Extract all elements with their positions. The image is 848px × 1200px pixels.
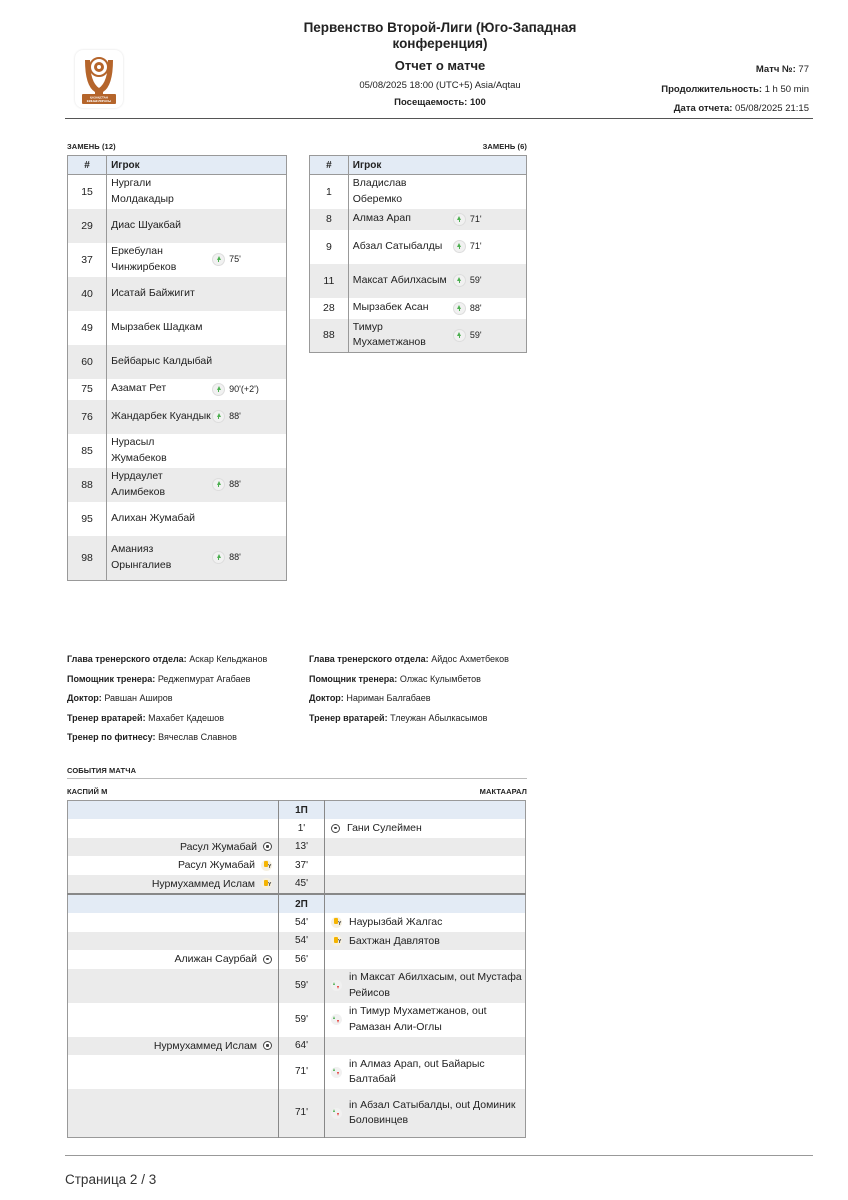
staff-role: Тренер вратарей: [67, 712, 146, 723]
event-minute: 59' [279, 969, 325, 1003]
report-date-label: Дата отчета: [673, 103, 733, 114]
staff-entry [309, 689, 509, 709]
half-header-left [68, 801, 279, 820]
event-minute: 13' [279, 838, 325, 857]
away-event [325, 913, 526, 932]
event-minute: 37' [279, 856, 325, 875]
home-subs-header [68, 156, 287, 175]
staff-name: Айдос Ахметбеков [431, 654, 509, 664]
player-row [68, 277, 287, 311]
sub-in-minute: 75' [229, 253, 241, 264]
player-number: 76 [68, 400, 107, 434]
sub-in-icon [212, 551, 225, 564]
player-row [68, 468, 287, 502]
away-event [325, 1037, 526, 1056]
player-row [68, 434, 287, 468]
player-name: Максат Абилхасым [348, 264, 453, 298]
player-number: 75 [68, 379, 107, 400]
yellow-card-icon [261, 860, 272, 871]
league-logo-emblem [75, 50, 123, 108]
player-sub-event [212, 277, 286, 311]
player-name: Владислав Оберемко [352, 177, 407, 205]
event-minute: 54' [279, 932, 325, 951]
away-event [325, 1055, 526, 1089]
player-sub-event [453, 209, 527, 230]
player-name: Мырзабек Шадкам [111, 320, 203, 333]
player-row [68, 175, 287, 209]
home-event [68, 932, 279, 951]
player-number: 28 [310, 298, 349, 319]
staff-entry [67, 670, 267, 690]
home-subs-label: ЗАМЕНЬ (12) [67, 142, 116, 151]
player-row [68, 209, 287, 243]
event-content [331, 1057, 525, 1088]
events-divider [67, 778, 527, 779]
footer-divider [65, 1155, 813, 1156]
event-row [68, 875, 526, 895]
event-player: in Алмаз Арап, out Байарыс Балтабай [349, 1057, 485, 1085]
player-row [68, 379, 287, 400]
away-event [325, 856, 526, 875]
sub-in-icon [453, 213, 466, 226]
player-sub-event [212, 209, 286, 243]
player-name: Аманияз Орынгалиев [107, 536, 213, 581]
goal-icon [263, 955, 272, 964]
away-team-name: МАКТААРАЛ [479, 787, 527, 796]
event-minute: 64' [279, 1037, 325, 1056]
player-sub-event [212, 311, 286, 345]
player-name: Нурдаулет Алимбеков [107, 468, 213, 502]
sub-in-icon [212, 410, 225, 423]
half-header-left [68, 894, 279, 913]
yellow-card-icon [331, 935, 342, 946]
staff-role: Доктор: [309, 693, 344, 704]
player-number: 88 [310, 319, 349, 353]
staff-entry [309, 670, 509, 690]
report-subtitle: Отчет о матче [394, 58, 486, 73]
event-minute: 54' [279, 913, 325, 932]
away-event [325, 969, 526, 1003]
player-row [310, 230, 527, 264]
staff-name: Нариман Балгабаев [346, 693, 431, 704]
home-event [68, 969, 279, 1003]
competition-title: Первенство Второй-Лиги (Юго-Западная конференция) [303, 20, 577, 51]
event-row [68, 950, 526, 969]
event-row [68, 838, 526, 857]
home-event [68, 875, 279, 895]
player-sub-event [212, 536, 286, 581]
half-header-row [68, 894, 526, 913]
svg-text:ҚАЗАҚСТАН: ҚАЗАҚСТАН [90, 95, 108, 100]
half-header-right [325, 801, 526, 820]
staff-role: Тренер вратарей: [309, 712, 388, 723]
attendance-label: Посещаемость: [394, 97, 468, 108]
player-name: Исатай Байжигит [107, 277, 213, 311]
player-row [310, 319, 527, 353]
staff-role: Глава тренерского отдела: [309, 654, 429, 664]
player-sub-event [212, 243, 286, 277]
substitution-icon [331, 1067, 342, 1078]
home-event [68, 1003, 279, 1037]
event-content [331, 970, 525, 1001]
sub-in-minute: 71' [469, 213, 482, 224]
player-name: Абзал Сатыбалды [352, 239, 443, 252]
goal-icon [331, 824, 340, 833]
player-name: Нурасыл Жумабеков [111, 436, 167, 464]
home-subs-table [67, 155, 287, 581]
half-label: 1П [279, 801, 325, 820]
sub-in-minute: 88' [469, 302, 482, 313]
events-label: СОБЫТИЯ МАТЧА [67, 766, 137, 775]
staff-role: Тренер по фитнесу: [67, 732, 156, 743]
event-row [68, 1055, 526, 1089]
event-player: Алижан Саурбай [174, 953, 257, 966]
player-name: Еркебулан Чинжирбеков [111, 245, 177, 273]
event-minute: 56' [279, 950, 325, 969]
event-player: Наурызбай Жалгас [349, 916, 443, 929]
event-row [68, 932, 526, 951]
event-row [68, 1089, 526, 1138]
event-minute: 45' [279, 875, 325, 895]
col-player: Игрок [107, 156, 287, 175]
player-row [68, 400, 287, 434]
staff-name: Тлеужан Абылкасымов [390, 712, 488, 723]
staff-role: Помощник тренера: [67, 673, 156, 684]
staff-entry [67, 728, 267, 748]
col-number: # [310, 156, 349, 175]
substitution-icon [331, 1108, 342, 1119]
event-player: Нурмухаммед Ислам [151, 877, 255, 890]
match-duration [661, 80, 809, 100]
event-row [68, 856, 526, 875]
event-player: Нурмухаммед Ислам [153, 1039, 257, 1052]
home-event [68, 1037, 279, 1056]
half-label: 2П [279, 894, 325, 913]
player-sub-event [453, 230, 527, 264]
yellow-card-icon [331, 917, 342, 928]
col-player: Игрок [348, 156, 526, 175]
staff-name: Равшан Аширов [104, 693, 173, 704]
sub-in-icon [453, 240, 466, 253]
staff-role: Помощник тренера: [309, 673, 398, 684]
goal-icon [263, 1041, 272, 1050]
attendance [295, 97, 585, 108]
player-row [310, 264, 527, 298]
home-event [68, 913, 279, 932]
player-sub-event [453, 298, 527, 319]
substitution-icon [331, 980, 342, 991]
player-number: 15 [68, 175, 107, 209]
events-table [67, 800, 526, 1138]
player-number: 60 [68, 345, 107, 379]
event-minute: 71' [279, 1089, 325, 1138]
sub-in-icon [453, 302, 466, 315]
player-row [310, 298, 527, 319]
player-name: Жандарбек Куандык [107, 400, 213, 434]
event-row [68, 969, 526, 1003]
page-number: Страница 2 / 3 [65, 1172, 157, 1187]
away-event [325, 1089, 526, 1138]
player-sub-event [453, 264, 527, 298]
away-event [325, 1003, 526, 1037]
event-row [68, 1037, 526, 1056]
player-name: Тимур Мухаметжанов [348, 319, 453, 353]
sub-in-minute: 59' [469, 274, 482, 285]
staff-name: Аскар Кельджанов [189, 654, 268, 664]
event-minute: 59' [279, 1003, 325, 1037]
player-sub-event [453, 319, 527, 353]
player-number: 8 [310, 209, 349, 230]
player-number: 95 [68, 502, 107, 536]
staff-entry [309, 650, 509, 670]
away-event [325, 875, 526, 895]
event-player: in Максат Абилхасым, out Мустафа Рейисов [349, 971, 522, 999]
event-row [68, 1003, 526, 1037]
title-block [295, 20, 585, 108]
match-number [661, 60, 809, 80]
home-staff-list [67, 650, 267, 748]
substitution-icon [331, 1014, 342, 1025]
player-row [68, 345, 287, 379]
event-minute: 71' [279, 1055, 325, 1089]
home-event [68, 819, 279, 838]
player-name: Алихан Жумабай [111, 511, 196, 524]
home-team-name: КАСПИЙ М [67, 787, 108, 796]
player-row [68, 243, 287, 277]
player-sub-event [212, 345, 286, 379]
home-event [68, 950, 279, 969]
away-subs-table [309, 155, 527, 353]
match-meta [661, 60, 809, 119]
player-row [310, 175, 527, 209]
player-sub-event [212, 400, 286, 434]
half-header-right [325, 894, 526, 913]
staff-name: Реджепмурат Агабаев [157, 673, 251, 684]
player-number: 11 [310, 264, 349, 298]
yellow-card-icon [261, 878, 272, 889]
player-row [68, 536, 287, 581]
player-row [310, 209, 527, 230]
attendance-value: 100 [469, 97, 486, 108]
player-name: Нургали Молдакадыр [111, 177, 174, 205]
event-content [331, 916, 525, 928]
player-number: 49 [68, 311, 107, 345]
event-player: Расул Жумабай [179, 840, 257, 853]
player-name: Мырзабек Асан [352, 301, 429, 314]
home-event [68, 1055, 279, 1089]
match-number-label: Матч №: [755, 64, 796, 75]
player-name: Диас Шуакбай [107, 209, 213, 243]
match-datetime: 05/08/2025 18:00 (UTC+5) Asia/Aqtau [359, 80, 521, 91]
player-sub-event [212, 175, 286, 209]
sub-in-minute: 71' [469, 240, 482, 251]
sub-in-icon [212, 383, 225, 396]
staff-entry [67, 689, 267, 709]
sub-in-icon [212, 478, 225, 491]
sub-in-icon [453, 329, 466, 342]
away-subs-label: ЗАМЕНЬ (6) [482, 142, 527, 151]
event-player: Бахтжан Давлятов [349, 934, 440, 947]
sub-in-minute: 88' [229, 410, 241, 421]
player-number: 1 [310, 175, 349, 209]
event-row [68, 913, 526, 932]
staff-entry [309, 709, 509, 729]
half-header-row [68, 801, 526, 820]
event-content [331, 822, 525, 834]
player-number: 9 [310, 230, 349, 264]
player-number: 29 [68, 209, 107, 243]
player-name: Бейбарыс Калдыбай [107, 345, 213, 379]
player-number: 88 [68, 468, 107, 502]
svg-text:ЕКІНШІ ЛИГАСЫ: ЕКІНШІ ЛИГАСЫ [86, 99, 112, 103]
sub-in-minute: 90'(+2') [229, 383, 259, 394]
sub-in-icon [453, 274, 466, 287]
sub-in-minute: 59' [469, 329, 482, 340]
report-header [65, 0, 813, 119]
league-logo [75, 50, 123, 108]
event-player: in Тимур Мухаметжанов, out Рамазан Али-Оглы [349, 1005, 487, 1033]
player-sub-event [212, 434, 286, 468]
away-event [325, 950, 526, 969]
player-number: 37 [68, 243, 107, 277]
sub-in-minute: 88' [229, 552, 241, 563]
event-minute: 1' [279, 819, 325, 838]
player-number: 98 [68, 536, 107, 581]
player-sub-event [212, 468, 286, 502]
away-event [325, 932, 526, 951]
event-row [68, 819, 526, 838]
staff-name: Вячеслав Славнов [158, 732, 237, 743]
staff-role: Доктор: [67, 693, 102, 704]
event-content [331, 935, 525, 947]
match-number-value: 77 [798, 64, 809, 75]
report-date [661, 99, 809, 119]
away-subs-header [310, 156, 527, 175]
event-player: in Абзал Сатыбалды, out Доминик Боловинцев [349, 1098, 516, 1126]
event-player: Расул Жумабай [177, 859, 255, 872]
staff-name: Махабет Қадешов [148, 712, 225, 723]
player-number: 85 [68, 434, 107, 468]
player-number: 40 [68, 277, 107, 311]
player-sub-event [453, 175, 527, 209]
match-duration-label: Продолжительность: [661, 83, 762, 95]
player-sub-event [212, 502, 286, 536]
home-event [68, 1089, 279, 1138]
goal-icon [263, 842, 272, 851]
staff-name: Олжас Кулымбетов [399, 673, 481, 684]
col-number: # [68, 156, 107, 175]
event-content [331, 1004, 525, 1035]
report-date-value: 05/08/2025 21:15 [735, 103, 809, 114]
player-sub-event [212, 379, 286, 400]
away-event [325, 819, 526, 838]
event-content [331, 1098, 525, 1129]
home-event [68, 838, 279, 857]
home-event [68, 856, 279, 875]
match-duration-value: 1 h 50 min [764, 83, 809, 95]
sub-in-minute: 88' [229, 478, 241, 489]
player-row [68, 311, 287, 345]
event-player: Гани Сулеймен [347, 822, 422, 835]
player-name: Азамат Рет [111, 382, 167, 395]
staff-entry [67, 709, 267, 729]
away-event [325, 838, 526, 857]
away-staff-list [309, 650, 509, 728]
sub-in-icon [212, 253, 225, 266]
staff-role: Глава тренерского отдела: [67, 654, 187, 664]
player-name: Алмаз Арап [348, 209, 453, 230]
staff-entry [67, 650, 267, 670]
player-row [68, 502, 287, 536]
